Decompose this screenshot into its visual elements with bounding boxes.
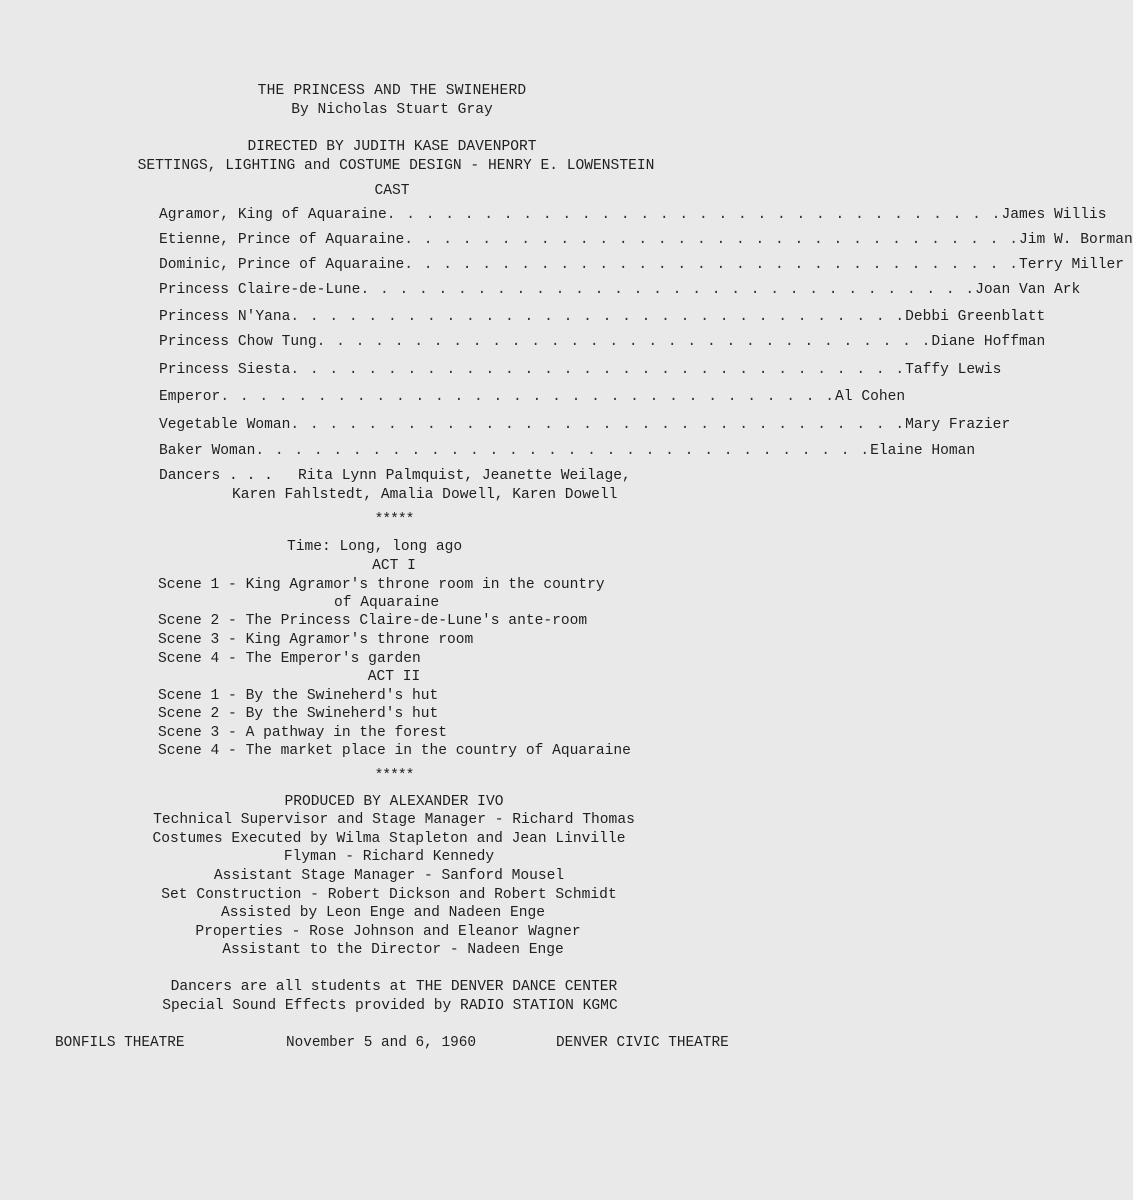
act-2-heading: ACT II <box>367 669 421 685</box>
cast-row <box>159 362 1002 379</box>
time-line: Time: Long, long ago <box>287 539 463 555</box>
leader-dots: . . . . . . . . . . . . . . . . . . . . . . . . . . . . . . . . <box>290 417 906 433</box>
cast-role: Baker Woman <box>159 443 256 459</box>
cast-role: Princess Chow Tung <box>159 334 317 350</box>
act-2-scene: Scene 3 - A pathway in the forest <box>158 725 448 741</box>
leader-dots: . . . . . . . . . . . . . . . . . . . . . . . . . . . . . . . . <box>386 207 1002 223</box>
director-credit: DIRECTED BY JUDITH KASE DAVENPORT <box>247 139 537 155</box>
cast-row <box>159 309 1046 326</box>
cast-role: Princess Claire-de-Lune <box>159 282 361 298</box>
cast-row <box>159 232 1133 249</box>
act-1-scene: Scene 3 - King Agramor's throne room <box>158 632 474 648</box>
act-1-scene: Scene 4 - The Emperor's garden <box>158 651 421 667</box>
act-1-scene: Scene 1 - King Agramor's throne room in the country <box>158 577 605 593</box>
leader-dots: . . . . . . . . . . . . . . . . . . . . . . . . . . . . . . . . <box>404 257 1019 273</box>
cast-actor: James Willis <box>1001 207 1107 223</box>
act-2-scene: Scene 1 - By the Swineherd's hut <box>158 688 439 704</box>
cast-role: Etienne, Prince of Aquaraine <box>159 232 405 248</box>
leader-dots: . . . . . . . . . . . . . . . . . . . . . . . . . . . . . . . . <box>404 232 1019 248</box>
separator: ***** <box>374 768 414 784</box>
leader-dots: . . . . . . . . . . . . . . . . . . . . . . . . . . . . . . . . <box>290 309 906 325</box>
leader-dots: . . . . . . . . . . . . . . . . . . . . . . . . . . . . . . . . <box>360 282 976 298</box>
design-credit: SETTINGS, LIGHTING and COSTUME DESIGN - HENRY E. LOWENSTEIN <box>137 158 655 174</box>
credit-line: Costumes Executed by Wilma Stapleton and Jean Linville <box>152 831 626 847</box>
act-2-scene: Scene 2 - By the Swineherd's hut <box>158 706 439 722</box>
act-1-heading: ACT I <box>372 558 416 574</box>
credit-line: Assisted by Leon Enge and Nadeen Enge <box>220 905 546 921</box>
cast-row <box>159 282 1081 299</box>
act-2-scene: Scene 4 - The market place in the country of Aquaraine <box>158 743 631 759</box>
play-title: THE PRINCESS AND THE SWINEHERD <box>257 83 527 99</box>
act-1-scene-continued: of Aquaraine <box>334 595 440 611</box>
cast-actor: Terry Miller <box>1018 257 1125 273</box>
cast-role: Princess N'Yana <box>159 309 291 325</box>
play-author: By Nicholas Stuart Gray <box>291 102 493 118</box>
cast-role: Vegetable Woman <box>159 417 291 433</box>
cast-row <box>159 417 1011 434</box>
footer-dates: November 5 and 6, 1960 <box>286 1035 476 1051</box>
dancers-line-1: Rita Lynn Palmquist, Jeanette Weilage, <box>298 468 631 484</box>
cast-actor: Mary Frazier <box>905 417 1011 433</box>
credit-line: Flyman - Richard Kennedy <box>283 849 495 865</box>
cast-actor: Diane Hoffman <box>931 334 1046 350</box>
cast-actor: Taffy Lewis <box>905 362 1002 378</box>
cast-heading: CAST <box>374 183 410 199</box>
separator: ***** <box>374 512 414 528</box>
cast-actor: Al Cohen <box>835 389 906 405</box>
credit-line: Assistant Stage Manager - Sanford Mousel <box>213 868 565 884</box>
footer-venue: BONFILS THEATRE <box>55 1035 185 1051</box>
cast-role: Princess Siesta <box>159 362 291 378</box>
cast-row <box>159 257 1125 274</box>
cast-row <box>159 389 906 406</box>
leader-dots: . . . . . . . . . . . . . . . . . . . . . . . . . . . . . . . . <box>290 362 906 378</box>
note-line: Dancers are all students at THE DENVER DANCE CENTER <box>170 979 618 995</box>
cast-role: Emperor <box>159 389 221 405</box>
cast-role: Agramor, King of Aquaraine <box>159 207 387 223</box>
leader-dots: . . . . . . . . . . . . . . . . . . . . . . . . . . . . . . . . <box>255 443 871 459</box>
leader-dots: . . . . . . . . . . . . . . . . . . . . . . . . . . . . . . . . <box>316 334 932 350</box>
leader-dots: . . . . . . . . . . . . . . . . . . . . . . . . . . . . . . . . <box>220 389 836 405</box>
credit-line: Set Construction - Robert Dickson and Robert Schmidt <box>161 887 617 903</box>
credit-line: Technical Supervisor and Stage Manager - Richard Thomas <box>153 812 635 828</box>
cast-actor: Jim W. Borman <box>1018 232 1133 248</box>
producer-credit: PRODUCED BY ALEXANDER IVO <box>284 794 504 810</box>
cast-row <box>159 207 1107 224</box>
cast-actor: Elaine Homan <box>870 443 976 459</box>
dancers-label: Dancers . . . <box>159 468 273 484</box>
act-1-scene: Scene 2 - The Princess Claire-de-Lune's ante-room <box>158 613 588 629</box>
cast-actor: Joan Van Ark <box>975 282 1081 298</box>
cast-row <box>159 443 976 460</box>
note-line: Special Sound Effects provided by RADIO STATION KGMC <box>162 998 618 1014</box>
cast-actor: Debbi Greenblatt <box>905 309 1046 325</box>
cast-row <box>159 334 1046 351</box>
dancers-line-2: Karen Fahlstedt, Amalia Dowell, Karen Dowell <box>232 487 618 503</box>
cast-role: Dominic, Prince of Aquaraine <box>159 257 405 273</box>
credit-line: Assistant to the Director - Nadeen Enge <box>222 942 564 958</box>
footer-company: DENVER CIVIC THEATRE <box>556 1035 729 1051</box>
credit-line: Properties - Rose Johnson and Eleanor Wagner <box>195 924 581 940</box>
